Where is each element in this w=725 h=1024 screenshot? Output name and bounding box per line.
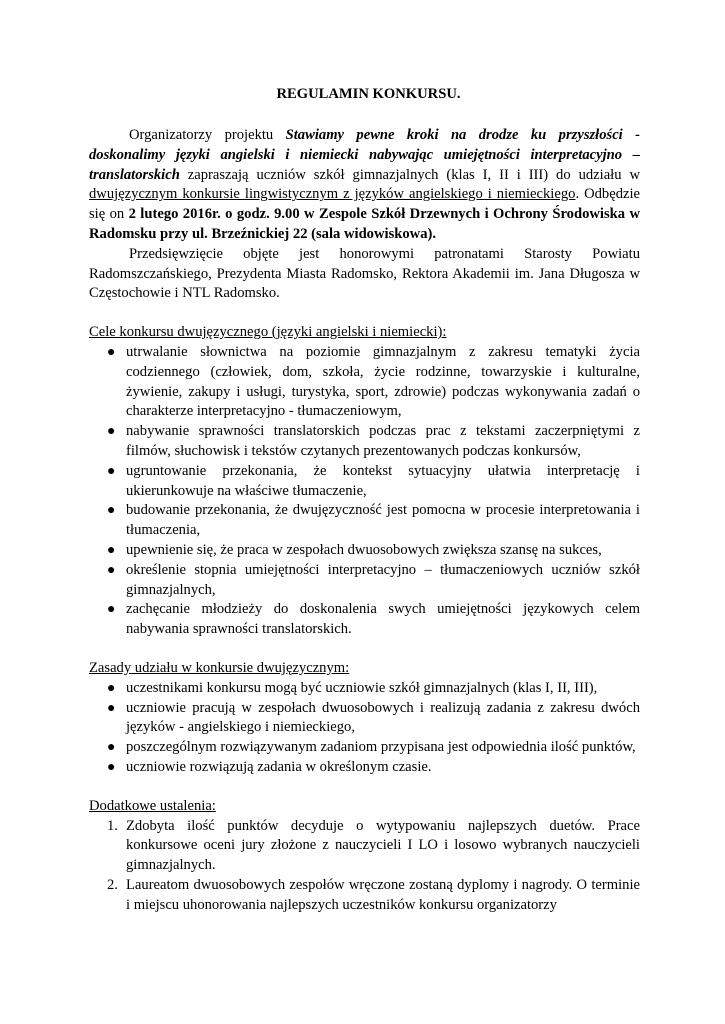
list-item: ● uczniowie rozwiązują zadania w określonym czasie. — [89, 758, 640, 778]
list-item: ● utrwalanie słownictwa na poziomie gimnazjalnym z zakresu tematyki życia codziennego (człowiek, dom, szkoła, życie rodzinne, towarzyskie i kulturalne, żywienie, zakupy i usługi, turystyka, sport, zdrowie) podczas wykonywania zadań o charakterze interpretacyjno - tłumaczeniowym, — [107, 343, 640, 420]
project-name: Stawiamy pewne kroki na drodze ku przyszłości - doskonalimy języki angielski i niemiecki nabywając umiejętności interpretacyjno – translatorskich — [89, 127, 640, 183]
bullet-icon: ● — [107, 542, 116, 558]
rules-list — [89, 679, 640, 778]
intro-text-3: . Odbędzie się on — [89, 186, 640, 223]
list-item: ● określenie stopnia umiejętności interpretacyjno – tłumaczeniowych uczniów szkół gimnazjalnych, — [107, 561, 640, 598]
bullet-icon: ● — [107, 424, 116, 440]
list-item: ● upewnienie się, że praca w zespołach dwuosobowych zwiększa szansę na sukces, — [89, 541, 640, 561]
list-item: ● ugruntowanie przekonania, że kontekst sytuacyjny ułatwia interpretację i ukierunkowuje na właściwe tłumaczenie, — [107, 462, 640, 499]
intro-text-1: Organizatorzy projektu — [129, 127, 286, 143]
page-title: REGULAMIN KONKURSU. — [276, 86, 461, 102]
additional-heading: Dodatkowe ustalenia: — [89, 797, 216, 814]
date-place: 2 lutego 2016r. o godz. 9.00 w Zespole Szkół Drzewnych i Ochrony Środowiska w Radomsku przy ul. Brzeźnickiej 22 (sala widowiskowa). — [89, 206, 640, 242]
rules-heading: Zasady udziału w konkursie dwujęzycznym: — [89, 659, 350, 676]
list-item: ● budowanie przekonania, że dwujęzyczność jest pomocna w procesie interpretowania i tłumaczenia, — [107, 502, 640, 539]
goals-list — [89, 343, 640, 640]
bullet-icon: ● — [107, 740, 116, 756]
list-item: ● uczniowie pracują w zespołach dwuosobowych i realizują zadania z zakresu dwóch języków - angielskiego i niemieckiego, — [107, 699, 640, 736]
bullet-icon: ● — [107, 503, 116, 519]
list-item: ● uczestnikami konkursu mogą być uczniowie szkół gimnazjalnych (klas I, II, III), — [89, 679, 640, 699]
bullet-icon: ● — [107, 602, 116, 618]
patronage-paragraph: Przedsięwzięcie objęte jest honorowymi patronatami Starosty Powiatu Radomszczańskiego, Prezydenta Miasta Radomsko, Rektora Akademii im. Jana Długosza w Częstochowie i NTL Radomsko. — [89, 245, 640, 302]
intro-paragraph — [89, 126, 640, 245]
goals-heading: Cele konkursu dwujęzycznego (języki angielski i niemiecki): — [89, 324, 447, 341]
document-content — [89, 84, 640, 915]
bullet-icon: ● — [107, 700, 116, 716]
intro-text-2: zapraszają uczniów szkół gimnazjalnych (klas I, II i III) do udziału w — [179, 166, 640, 183]
bullet-icon: ● — [107, 463, 116, 479]
list-item: 1. Zdobyta ilość punktów decyduje o wytypowaniu najlepszych duetów. Prace konkursowe oceni jury złożone z nauczycieli I LO i losowo wybranych nauczycieli gimnazjalnych. — [107, 817, 640, 874]
bullet-icon: ● — [107, 562, 116, 578]
list-item: ● zachęcanie młodzieży do doskonalenia swych umiejętności językowych celem nabywania sprawności translatorskich. — [107, 601, 640, 638]
additional-list — [89, 817, 640, 916]
contest-name: dwujęzycznym konkursie lingwistycznym z języków angielskiego i niemieckiego — [89, 186, 576, 203]
bullet-icon: ● — [107, 680, 116, 696]
bullet-icon: ● — [107, 759, 116, 775]
list-item: 2. Laureatom dwuosobowych zespołów wręczone zostaną dyplomy i nagrody. O terminie i miejscu uhonorowania najlepszych uczestników konkursu organizatorzy — [107, 876, 640, 913]
bullet-icon: ● — [107, 344, 116, 360]
list-item: ● nabywanie sprawności translatorskich podczas prac z tekstami zaczerpniętymi z filmów, słuchowisk i tekstów czytanych prezentowanych podczas konkursów, — [107, 423, 640, 459]
list-item: ● poszczególnym rozwiązywanym zadaniom przypisana jest odpowiednia ilość punktów, — [89, 738, 640, 758]
